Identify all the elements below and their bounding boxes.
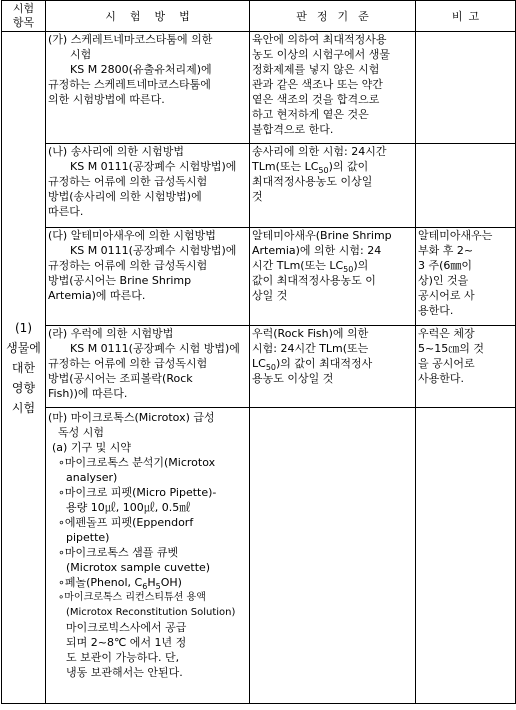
- header-item-line1: 시험: [12, 2, 35, 15]
- criteria-cell: 알테미아새우(Brine Shrimp Artemia)에 의한 시험: 24 시간 TLm(또는 $LC_{50}$)의 값이 최대적정사용농도 이 상일 것: [250, 228, 416, 326]
- table-row: [2, 228, 516, 326]
- criteria-cell: 우럭(Rock Fish)에 의한 시험: 24시간 TLm(또는 $LC_{50}$)의 값이 최대적정사 용농도 이상일 것: [250, 326, 416, 408]
- header-row: [2, 1, 516, 32]
- criteria-cell: 육안에 의하여 최대적정사용 농도 이상의 시험구에서 생물 정화제제를 넣지 않은 시험 관과 같은 색조나 또는 약간 옅은 색조의 것을 합격으로 하고 현저하게 옅은 것은 불합격으로 한다.: [250, 32, 416, 144]
- method-cell: (마) 마이크로톡스(Microtox) 급성 독성 시험 (a) 기구 및 시약 ∘마이크로톡스 분석기(Microtox analyser) ∘마이크로 피펫(Micro Pipette)- 용량 10㎕, 100㎕, 0.5㎖ ∘에펜돌프 피펫(Eppendorf pipette) ∘마이크로톡스 샘플 큐벳 (Microtox sample cuvette) ∘페놀(Phenol, $C_6H_5OH$) ∘마이크로톡스 리컨스티튜션 용액 (Microtox Reconstitution Solution) 마이크로빅스사에서 공급 되며 2~8℃ 에서 1년 정 도 보관이 가능하다. 단, 냉동 보관해서는 안된다.: [46, 408, 250, 704]
- method-cell: (가) 스케레트네마코스타툼에 의한 시험 KS M 2800(유출유처리제)에 규정하는 스케레트네마코스타툼에 의한 시험방법에 따른다.: [46, 32, 250, 144]
- remarks-cell: 알테미아새우는 부화 후 2~ 3 주(6㎜이 상)인 것을 공시어로 사 용한다.: [416, 228, 516, 326]
- criteria-cell: [250, 408, 416, 704]
- header-item-line2: 항목: [12, 16, 35, 29]
- table-row: [2, 32, 516, 144]
- table-row: [2, 144, 516, 228]
- header-item: [2, 1, 46, 32]
- remarks-cell: 우럭은 체장 5~15㎝의 것 을 공시어로 사용한다.: [416, 326, 516, 408]
- header-remarks: 비고: [416, 1, 516, 32]
- criteria-cell: 송사리에 의한 시험: 24시간 TLm(또는 $LC_{50}$)의 값이 최대적정사용농도 이상일 것: [250, 144, 416, 228]
- method-cell: (라) 우럭에 의한 시험방법 KS M 0111(공장폐수 시험 방법)에 규정하는 어류에 의한 급성독시험 방법(공시어는 조피볼락(Rock Fish))에 따른다.: [46, 326, 250, 408]
- spec-table: [1, 0, 516, 704]
- remarks-cell: [416, 144, 516, 228]
- header-method: 시험방법: [46, 1, 250, 32]
- header-criteria: 판정기준: [250, 1, 416, 32]
- remarks-cell: [416, 408, 516, 704]
- method-cell: (나) 송사리에 의한 시험방법 KS M 0111(공장폐수 시험방법)에 규정하는 어류에 의한 급성독시험 방법(송사리에 의한 시험방법)에 따른다.: [46, 144, 250, 228]
- method-cell: (다) 알테미아새우에 의한 시험방법 KS M 0111(공장폐수 시험방법)에 규정하는 어류에 의한 급성독시험 방법(공시어는 Brine Shrimp Artemia)에 따른다.: [46, 228, 250, 326]
- category-cell: (1) 생물에 대한 영향 시험: [2, 32, 46, 704]
- remarks-cell: [416, 32, 516, 144]
- table-row: [2, 326, 516, 408]
- table-row: [2, 408, 516, 704]
